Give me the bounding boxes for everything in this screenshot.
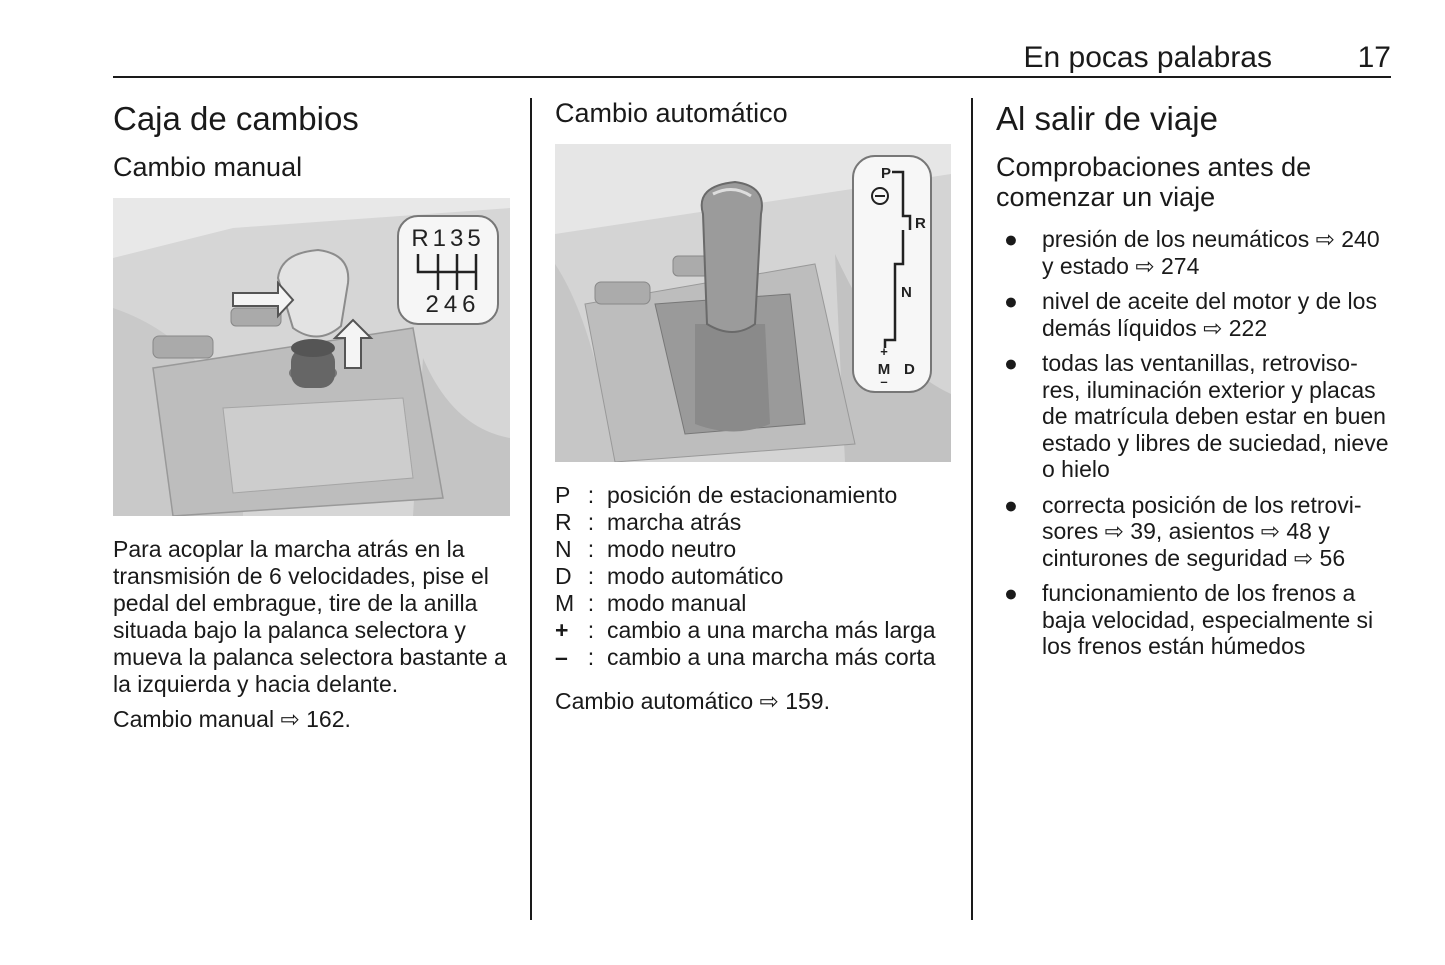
page-number: 17 — [1357, 41, 1391, 74]
manual-shifter-illustration — [113, 198, 510, 516]
reverse-gear-instructions: Para acoplar la marcha atrás en la transmisión de 6 velocidades, pise el pedal del embrague, tire de la anilla situada bajo la palanca selectora y mueva la palanca selectora bastante a la izquierda y hacia delante. — [113, 536, 507, 697]
list-item: ● correcta posición de los retrovi-sores ⇨ 39, asientos ⇨ 48 y cinturones de seguridad ⇨ 56 — [1004, 491, 1362, 571]
column-manual-transmission — [113, 100, 513, 733]
subheading-manual: Cambio manual — [113, 152, 303, 182]
list-item: ● nivel de aceite del motor y de los demás líquidos ⇨ 222 — [1004, 288, 1377, 341]
gate-label-p: P — [880, 165, 892, 182]
legend-row-plus: + : cambio a una marcha más larga — [555, 617, 936, 643]
running-header-title: En pocas palabras — [1023, 41, 1272, 74]
automatic-reference: Cambio automático ⇨ 159. — [555, 688, 830, 714]
list-item: ● funcionamiento de los frenos a baja velocidad, especialmente si los frenos están húmedos — [1004, 580, 1374, 659]
header-rule — [113, 76, 1391, 78]
legend-row-minus: – : cambio a una marcha más corta — [555, 644, 936, 670]
gate-label-d: D — [904, 361, 915, 378]
legend-row-d: D : modo automático — [555, 563, 784, 589]
legend-row-r: R : marcha atrás — [555, 509, 742, 535]
shift-pattern-bottom: 246 — [425, 291, 481, 318]
column-divider-1 — [530, 98, 532, 920]
gate-label-minus: – — [880, 374, 888, 389]
legend-row-n: N : modo neutro — [555, 536, 737, 562]
column-divider-2 — [971, 98, 973, 920]
list-item: ● presión de los neumáticos ⇨ 240 y estado ⇨ 274 — [1004, 226, 1380, 279]
checklist — [996, 226, 1394, 660]
gear-legend — [555, 482, 955, 671]
list-item: ● todas las ventanillas, retroviso-res, iluminación exterior y placas de matrícula deben estar en buen estado y libres de suciedad, nieve o hielo — [1004, 350, 1389, 482]
section-heading-trip: Al salir de viaje — [996, 100, 1218, 137]
shift-pattern-top: R135 — [411, 225, 485, 252]
manual-reference: Cambio manual ⇨ 162. — [113, 706, 351, 732]
subheading-automatic: Cambio automático — [555, 98, 788, 128]
gate-label-plus: + — [880, 344, 888, 359]
legend-row-p: P : posición de estacionamiento — [555, 482, 898, 508]
column-automatic-transmission — [555, 98, 955, 715]
gate-label-m: M — [877, 361, 891, 378]
subheading-checks: Comprobaciones antes de comenzar un viaje — [996, 152, 1312, 212]
automatic-shifter-illustration — [555, 144, 951, 462]
gate-label-n: N — [901, 284, 912, 301]
column-before-trip — [996, 100, 1394, 669]
legend-row-m: M : modo manual — [555, 590, 747, 616]
section-heading-gearbox: Caja de cambios — [113, 100, 359, 137]
gate-label-r: R — [915, 215, 926, 232]
